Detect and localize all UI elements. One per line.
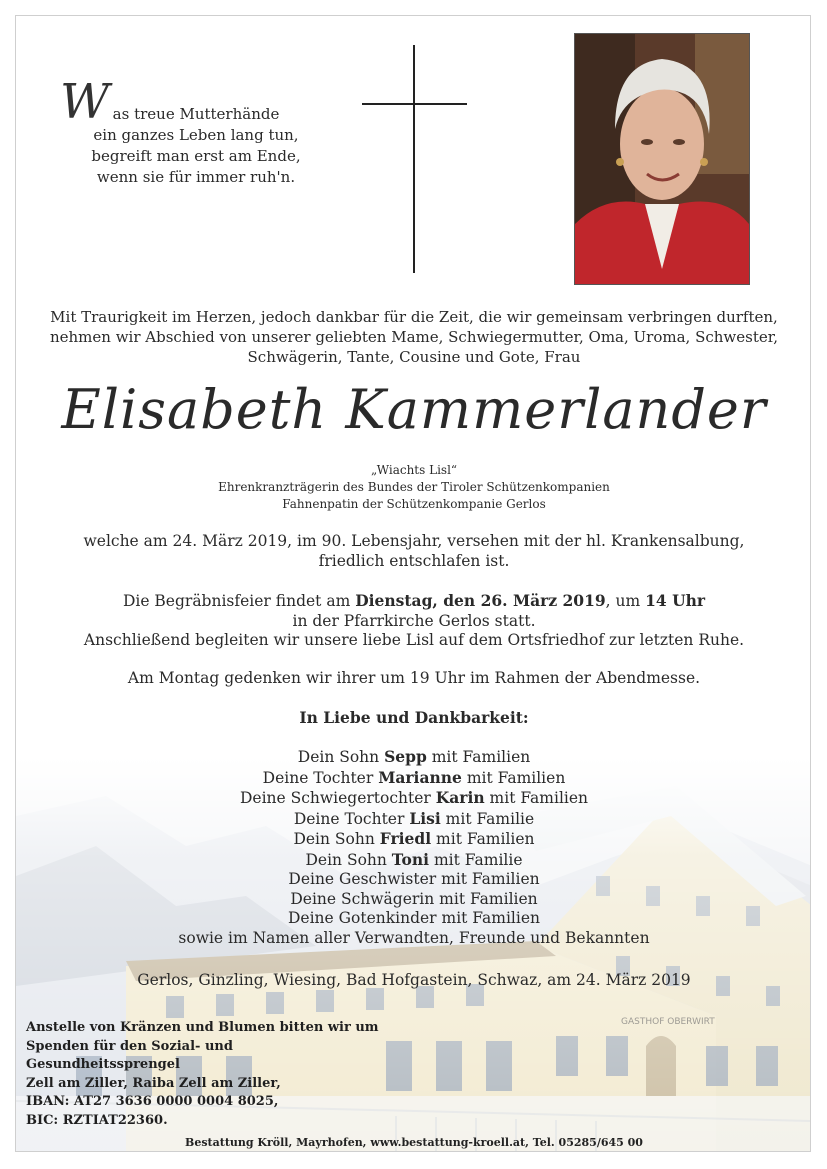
memorial-quote (60, 74, 316, 188)
funeral-info (16, 591, 811, 651)
mourner-entry: Deine Schwägerin mit Familien (290, 889, 538, 908)
funeral-home-footer: Bestattung Kröll, Mayrhofen, www.bestattung-kroell.at, Tel. 05285/645 00 (185, 1136, 643, 1149)
honors (16, 462, 811, 513)
quote-line: begreift man erst am Ende, (91, 147, 301, 165)
donation-bic: BIC: RZTIAT22360. (26, 1112, 168, 1128)
donation-notice (26, 1019, 386, 1130)
death-line: welche am 24. März 2019, im 90. Lebensjahr, versehen mit der hl. Krankensalbung, (83, 532, 745, 550)
death-notice (16, 532, 811, 571)
donation-line: Zell am Ziller, Raiba Zell am Ziller, (26, 1075, 281, 1091)
donation-line: Spenden für den Sozial- und Gesundheitssprengel (26, 1038, 233, 1072)
mourner-entry: Deine Geschwister mit Familien (288, 870, 540, 888)
mourner-entry: Dein Sohn Toni mit Familie (305, 849, 523, 869)
funeral-location: in der Pfarrkirche Gerlos statt. (292, 611, 536, 630)
mourner-entry: sowie im Namen aller Verwandten, Freunde und Bekannten (178, 928, 650, 947)
intro-line: Mit Traurigkeit im Herzen, jedoch dankbar für die Zeit, die wir gemeinsam verbringen durften, (50, 308, 778, 326)
death-line: friedlich entschlafen ist. (318, 551, 510, 570)
intro-line: nehmen wir Abschied von unserer geliebten Mame, Schwiegermutter, Oma, Uroma, Schwester, (49, 328, 779, 346)
intro-line: Schwägerin, Tante, Cousine und Gote, Frau (247, 348, 581, 366)
funeral-line: Die Begräbnisfeier findet am Dienstag, den 26. März 2019, um 14 Uhr (122, 591, 706, 610)
places-date: Gerlos, Ginzling, Wiesing, Bad Hofgastein, Schwaz, am 24. März 2019 (137, 971, 691, 989)
mourners-list (16, 747, 811, 948)
mass-notice: Am Montag gedenken wir ihrer um 19 Uhr im Rahmen der Abendmesse. (127, 669, 701, 687)
deceased-name: Elisabeth Kammerlander (61, 378, 767, 441)
mourner-entry: Dein Sohn Sepp mit Familien (297, 747, 531, 766)
mourner-entry: Deine Gotenkinder mit Familien (288, 909, 540, 927)
quote-line: ein ganzes Leben lang tun, (93, 126, 299, 144)
nickname: „Wiachts Lisl“ (370, 463, 458, 477)
mourner-entry: Deine Tochter Lisi mit Familie (293, 808, 535, 828)
intro-text (16, 307, 811, 367)
mourner-entry: Dein Sohn Friedl mit Familien (293, 829, 535, 848)
mourner-entry: Deine Schwiegertochter Karin mit Familien (239, 788, 589, 807)
donation-line: Anstelle von Kränzen und Blumen bitten wir um (26, 1020, 379, 1035)
quote-line: as treue Mutterhände (112, 105, 280, 123)
mourners-heading: In Liebe und Dankbarkeit: (299, 708, 529, 727)
honor-line: Ehrenkranzträgerin des Bundes der Tiroler Schützenkompanien (218, 480, 610, 494)
mourner-entry: Deine Tochter Marianne mit Familien (262, 767, 566, 787)
cross-icon (413, 45, 415, 273)
quote-initial: W (60, 74, 110, 130)
cross-icon-bar (362, 103, 467, 105)
obituary-card (15, 15, 811, 1152)
quote-line: wenn sie für immer ruh'n. (96, 168, 296, 186)
funeral-date: Dienstag, den 26. März 2019 (355, 591, 606, 610)
funeral-burial: Anschließend begleiten wir unsere liebe Lisl auf dem Ortsfriedhof zur letzten Ruhe. (83, 631, 745, 649)
honor-line: Fahnenpatin der Schützenkompanie Gerlos (282, 497, 546, 511)
portrait-photo (574, 33, 750, 285)
donation-iban: IBAN: AT27 3636 0000 0004 8025, (26, 1094, 279, 1109)
funeral-time: 14 Uhr (645, 591, 706, 610)
